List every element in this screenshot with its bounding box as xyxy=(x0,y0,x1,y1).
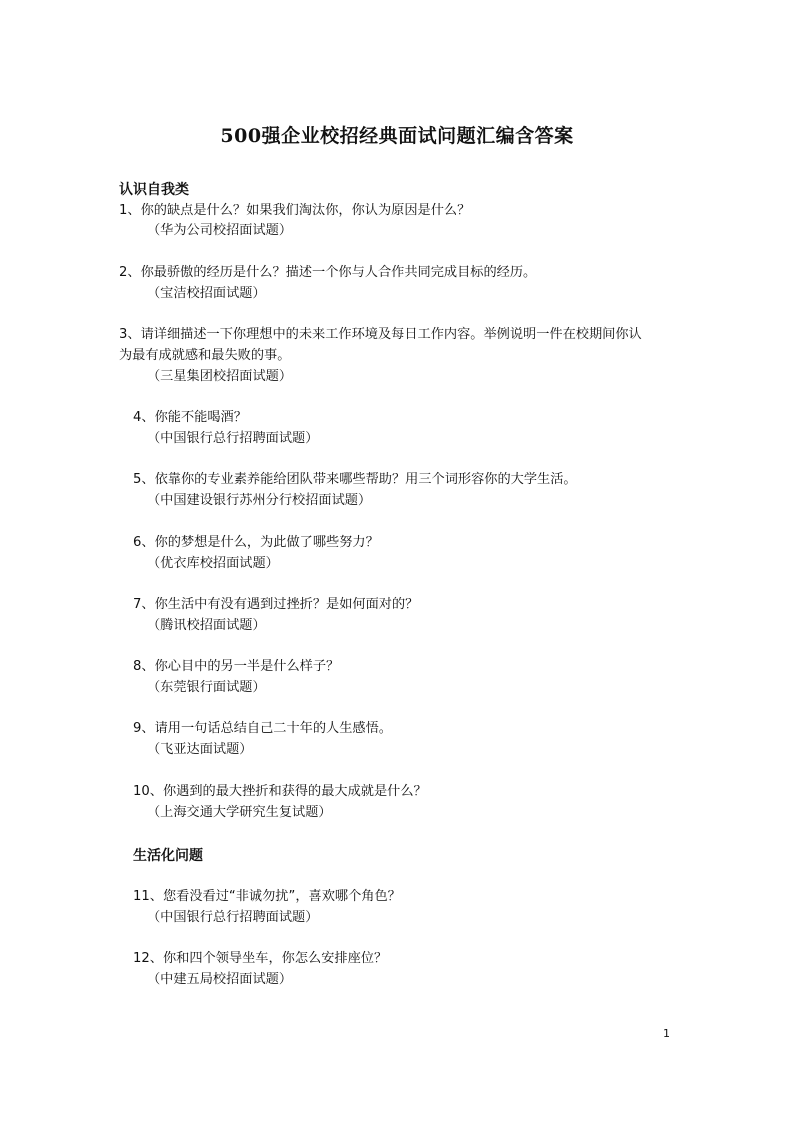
question-10: 10、你遇到的最大挫折和获得的最大成就是什么？ xyxy=(133,784,427,799)
section-heading-life-questions: 生活化问题 xyxy=(133,848,203,864)
document-title: 500强企业校招经典面试问题汇编含答案 xyxy=(220,125,574,147)
question-4: 4、你能不能喝酒？ xyxy=(133,410,247,425)
question-12: 12、你和四个领导坐车，你怎么安排座位？ xyxy=(133,951,388,966)
question-7-source: （腾讯校招面试题） xyxy=(147,618,266,633)
question-6-source: （优衣库校招面试题） xyxy=(147,556,279,571)
question-5-source: （中国建设银行苏州分行校招面试题） xyxy=(147,493,372,508)
question-3-line-2: 为最有成就感和最失败的事。 xyxy=(119,348,291,363)
question-8: 8、你心目中的另一半是什么样子？ xyxy=(133,659,340,674)
question-4-source: （中国银行总行招聘面试题） xyxy=(147,431,319,446)
question-1: 1、你的缺点是什么？如果我们淘汰你，你认为原因是什么？ xyxy=(119,203,471,218)
question-11: 11、您看没看过“非诚勿扰”，喜欢哪个角色？ xyxy=(133,889,401,904)
question-8-source: （东莞银行面试题） xyxy=(147,680,266,695)
section-heading-self-awareness: 认识自我类 xyxy=(119,182,189,198)
question-10-source: （上海交通大学研究生复试题） xyxy=(147,805,332,820)
question-2-source: （宝洁校招面试题） xyxy=(147,286,266,301)
question-5: 5、依靠你的专业素养能给团队带来哪些帮助？用三个词形容你的大学生活。 xyxy=(133,472,577,487)
question-6: 6、你的梦想是什么，为此做了哪些努力？ xyxy=(133,535,379,550)
page-number: 1 xyxy=(663,1027,670,1040)
question-11-source: （中国银行总行招聘面试题） xyxy=(147,910,319,925)
question-7: 7、你生活中有没有遇到过挫折？是如何面对的？ xyxy=(133,597,419,612)
question-3-line-1: 3、请详细描述一下你理想中的未来工作环境及每日工作内容。举例说明一件在校期间你认 xyxy=(119,327,642,342)
question-3-source: （三星集团校招面试题） xyxy=(147,369,293,384)
question-2: 2、你最骄傲的经历是什么？描述一个你与人合作共同完成目标的经历。 xyxy=(119,265,537,280)
question-12-source: （中建五局校招面试题） xyxy=(147,972,293,987)
question-9: 9、请用一句话总结自己二十年的人生感悟。 xyxy=(133,721,392,736)
question-1-source: （华为公司校招面试题） xyxy=(147,223,293,238)
question-9-source: （飞亚达面试题） xyxy=(147,742,253,757)
